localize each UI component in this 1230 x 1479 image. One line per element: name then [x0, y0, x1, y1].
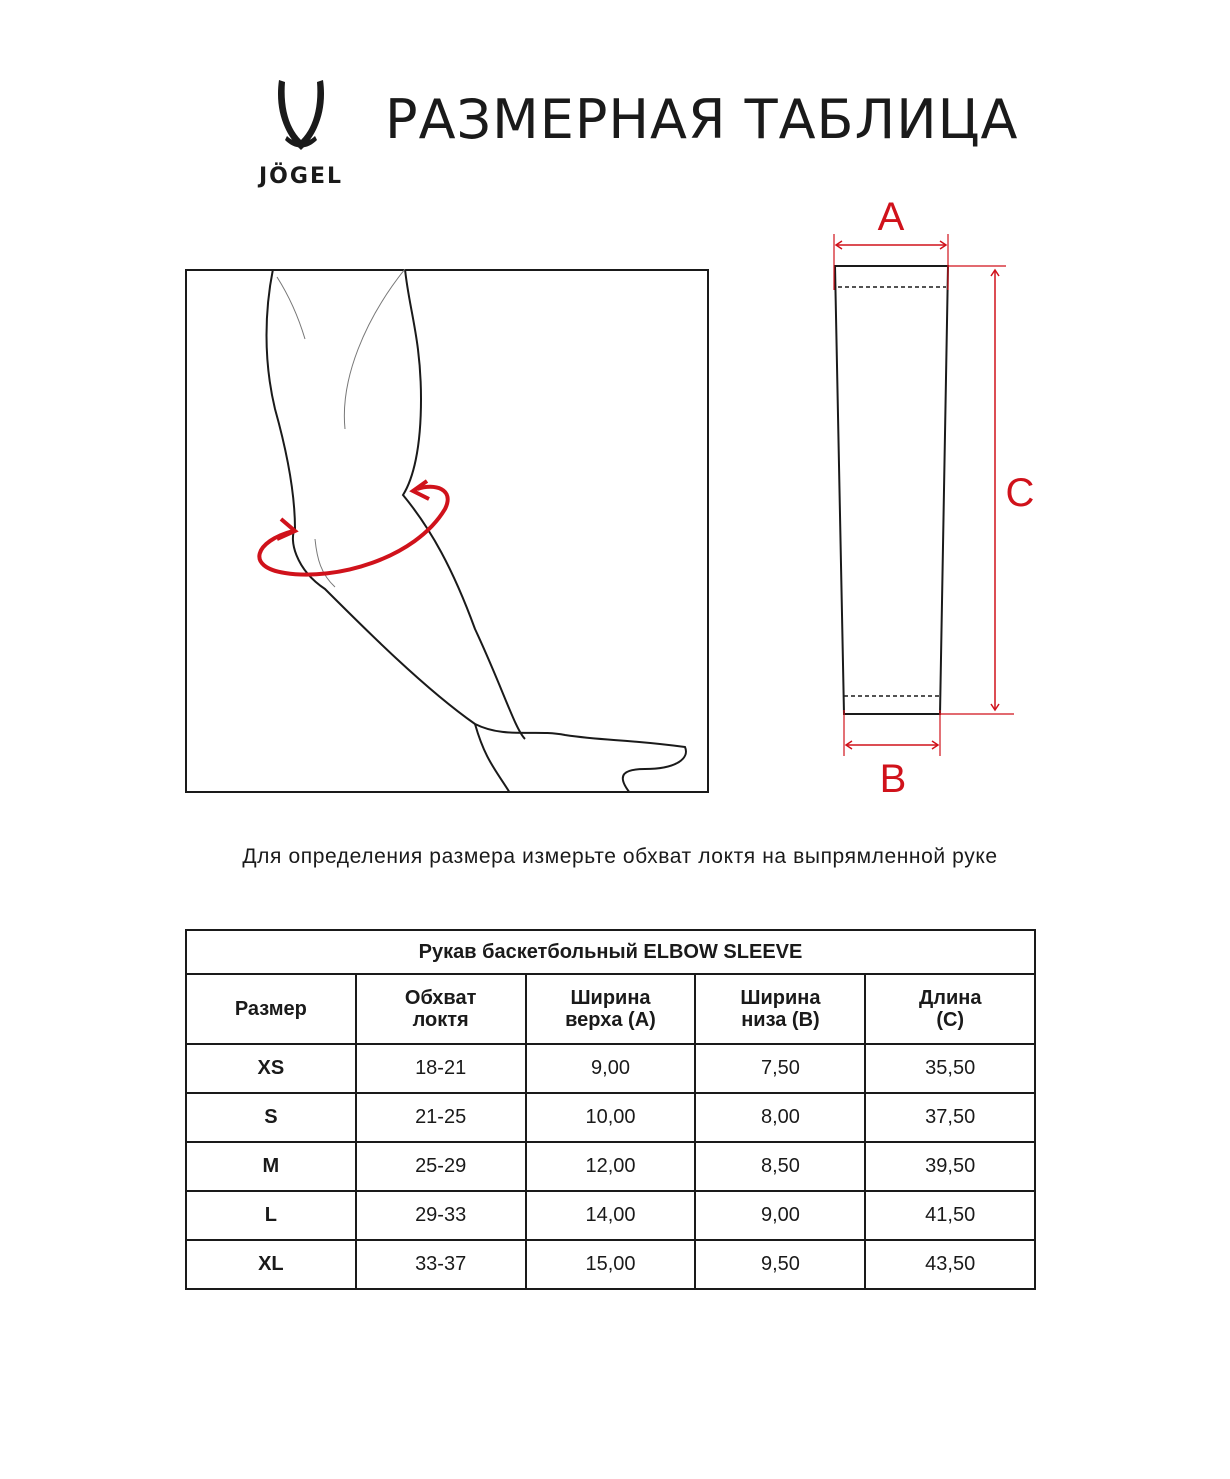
cell-length: 37,50: [865, 1093, 1035, 1142]
measurement-instruction: Для определения размера измерьте обхват локтя на выпрямленной руке: [242, 845, 998, 868]
table-row: [186, 1093, 1035, 1142]
cell-top-width: 12,00: [526, 1142, 696, 1191]
wrist-line: [475, 724, 510, 793]
cell-length: 41,50: [865, 1191, 1035, 1240]
header-length: Длина (C): [865, 974, 1035, 1044]
cell-top-width: 14,00: [526, 1191, 696, 1240]
header-top-width: Ширина верха (A): [526, 974, 696, 1044]
brand-name: JÖGEL: [259, 164, 343, 189]
muscle-line: [277, 277, 305, 339]
cell-girth: 33-37: [356, 1240, 526, 1289]
cell-girth: 29-33: [356, 1191, 526, 1240]
bicep-line: [344, 269, 405, 429]
jogel-emblem-icon: [273, 78, 329, 156]
cell-length: 39,50: [865, 1142, 1035, 1191]
illustration-frame: [186, 270, 708, 792]
cell-length: 35,50: [865, 1044, 1035, 1093]
table-row: [186, 1191, 1035, 1240]
brand-logo: [240, 78, 362, 194]
cell-size: L: [186, 1191, 356, 1240]
size-table: [185, 929, 1036, 1290]
cell-length: 43,50: [865, 1240, 1035, 1289]
sleeve-diagram: [820, 190, 1050, 800]
cell-top-width: 15,00: [526, 1240, 696, 1289]
cell-bottom-width: 7,50: [695, 1044, 865, 1093]
arrowhead-right-icon: [413, 481, 429, 499]
table-row: [186, 1142, 1035, 1191]
cell-size: S: [186, 1093, 356, 1142]
cell-girth: 18-21: [356, 1044, 526, 1093]
cell-size: XL: [186, 1240, 356, 1289]
cell-bottom-width: 9,50: [695, 1240, 865, 1289]
cell-bottom-width: 9,00: [695, 1191, 865, 1240]
elbow-crease: [315, 539, 335, 587]
cell-girth: 25-29: [356, 1142, 526, 1191]
cell-girth: 21-25: [356, 1093, 526, 1142]
label-b: B: [879, 757, 907, 800]
cell-top-width: 10,00: [526, 1093, 696, 1142]
header-bottom-width: Ширина низа (B): [695, 974, 865, 1044]
label-c: C: [1005, 471, 1035, 515]
table-row: [186, 1240, 1035, 1289]
cell-top-width: 9,00: [526, 1044, 696, 1093]
table-header-row: [186, 974, 1035, 1044]
arm-outline-right: [403, 269, 525, 739]
table-caption-row: [186, 930, 1035, 974]
table-row: [186, 1044, 1035, 1093]
arm-illustration: [185, 269, 709, 793]
header-elbow-girth: Обхват локтя: [356, 974, 526, 1044]
cell-size: M: [186, 1142, 356, 1191]
header-size: Размер: [186, 974, 356, 1044]
page-title: РАЗМЕРНАЯ ТАБЛИЦА: [385, 88, 1019, 151]
sleeve-outline: [835, 266, 948, 714]
cell-bottom-width: 8,00: [695, 1093, 865, 1142]
cell-size: XS: [186, 1044, 356, 1093]
table-caption: Рукав баскетбольный ELBOW SLEEVE: [186, 930, 1035, 974]
size-rows: [186, 1044, 1035, 1289]
arm-outline-left: [267, 269, 686, 793]
cell-bottom-width: 8,50: [695, 1142, 865, 1191]
girth-measure-arrow: [259, 487, 447, 575]
label-a: A: [877, 195, 905, 239]
